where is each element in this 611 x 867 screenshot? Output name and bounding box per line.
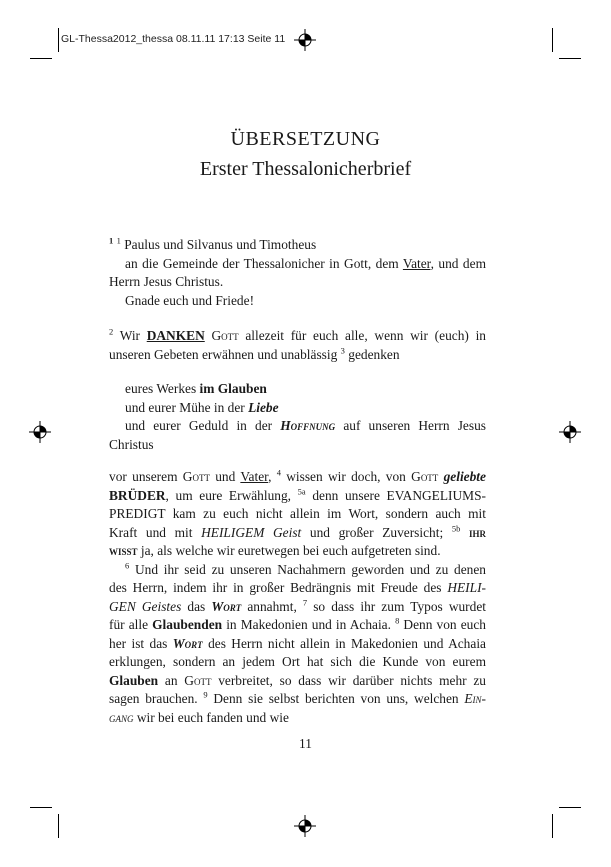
text-span: ott	[192, 469, 210, 484]
text-span: her ist das	[109, 635, 173, 651]
text-span: unseren Gebeten erwähnen und unablässig	[109, 346, 341, 362]
text-span: PREDIGT kam zu euch nicht allein im Wort, sondern auch mit	[109, 506, 486, 521]
verse-number: 4	[276, 467, 281, 478]
text-span: Vater	[240, 469, 269, 484]
text-line	[109, 380, 486, 399]
book-title: Erster Thessalonicherbrief	[199, 158, 412, 180]
text-span: des Herrn nicht allein in Makedonien und Achaia	[202, 635, 486, 651]
chapter-number: 1	[109, 235, 114, 246]
text-span: Denn von euch	[399, 617, 486, 632]
verse-2-block	[109, 327, 486, 364]
text-line	[109, 709, 486, 728]
text-line	[109, 561, 486, 580]
text-span: BRÜDER	[109, 487, 166, 503]
text-span: des Herrn, indem ihr in großer Bedrängnis mit Freude des	[109, 580, 448, 595]
registration-mark-left-icon	[29, 421, 51, 443]
text-span: DANKEN	[146, 328, 205, 343]
text-line	[109, 399, 486, 418]
text-line	[109, 436, 486, 455]
text-span: an G	[158, 672, 194, 688]
verse-number: 2	[109, 326, 114, 337]
text-span: wisst	[109, 543, 138, 558]
text-span: ott	[193, 672, 212, 688]
text-span: Hoffnung	[280, 418, 336, 433]
text-span: gang	[109, 709, 134, 725]
text-line	[109, 417, 486, 436]
text-span: G	[204, 328, 222, 343]
verse-number: 5a	[297, 486, 306, 497]
text-span: für alle	[109, 617, 153, 632]
page-number: 11	[299, 736, 312, 751]
text-span: und eurer Geduld in der	[125, 418, 281, 433]
text-line	[109, 273, 486, 292]
text-span: Wort	[211, 598, 242, 614]
text-span: wissen wir doch, von G	[280, 469, 421, 484]
text-line	[109, 672, 486, 691]
text-span: annahmt,	[241, 598, 303, 614]
text-span: ott	[221, 328, 239, 343]
text-line	[109, 255, 486, 274]
verse-number: 9	[203, 689, 208, 700]
crop-mark-top-left-v	[58, 28, 59, 52]
text-span: vor unserem G	[109, 469, 193, 484]
section-heading: ÜBERSETZUNG	[230, 128, 381, 150]
verse-1-block	[109, 236, 486, 310]
text-span: Kraft und mit	[109, 524, 202, 540]
text-line	[109, 346, 486, 365]
crop-mark-bottom-left-h	[30, 807, 52, 808]
registration-mark-bottom-icon	[294, 815, 316, 837]
text-line	[109, 505, 486, 524]
text-line	[109, 524, 486, 543]
printer-slug: GL-Thessa2012_thessa 08.11.11 17:13 Seite 11	[61, 33, 286, 45]
crop-mark-bottom-right-h	[559, 807, 581, 808]
verse-number: 6	[125, 560, 130, 571]
text-span: Ein-	[464, 691, 487, 706]
text-span: und eurer Mühe in der	[125, 399, 249, 415]
text-span: und	[209, 469, 241, 484]
text-span: Christus	[109, 436, 154, 452]
text-line	[109, 635, 486, 654]
text-line	[109, 616, 486, 635]
text-span: verbreitet, so dass wir darüber nichts mehr zu	[211, 672, 486, 688]
text-span: Glaubenden	[152, 617, 223, 632]
verse-number: 7	[302, 597, 308, 608]
text-line	[109, 236, 486, 255]
text-span: im Glauben	[199, 381, 267, 396]
crop-mark-top-right-h	[559, 58, 581, 59]
text-span: denn unsere EVANGELIUMS-	[305, 487, 486, 503]
text-line	[109, 579, 486, 598]
verse-number: 8	[395, 615, 400, 626]
text-span: geliebte	[438, 469, 486, 484]
text-line	[109, 690, 486, 709]
text-line	[109, 487, 486, 506]
crop-mark-bottom-left-v	[58, 814, 59, 838]
text-span: Wort	[172, 635, 203, 651]
registration-mark-top-icon	[294, 29, 316, 51]
text-line	[109, 327, 486, 346]
text-span: Vater,	[402, 255, 434, 271]
verse-number: 5b	[451, 523, 461, 534]
text-span: an die Gemeinde der Thessalonicher in Gott, dem	[125, 255, 403, 271]
text-span: Wir	[113, 328, 147, 343]
text-span: und großer Zuversicht;	[301, 524, 452, 540]
text-span: Liebe	[248, 399, 279, 415]
text-line	[109, 468, 486, 487]
text-span: allezeit für euch alle, wenn wir (euch) in	[238, 328, 486, 343]
verse-4-5-block	[109, 468, 486, 727]
verse-number: 3	[340, 345, 345, 356]
indented-block	[109, 380, 486, 454]
text-span: Glauben	[109, 672, 159, 688]
text-span: Paulus und Silvanus und Timotheus	[124, 237, 317, 252]
verse-number: 1	[116, 235, 121, 246]
crop-mark-top-left-h	[30, 58, 52, 59]
text-span: so dass ihr zum Typos wurdet	[307, 598, 487, 614]
text-span: ja, als welche wir euretwegen bei euch aufgetreten sind.	[137, 543, 441, 558]
text-span: wir bei euch fanden und wie	[133, 709, 289, 725]
registration-mark-right-icon	[559, 421, 581, 443]
text-span: ,	[268, 469, 277, 484]
text-span: auf unseren Herrn Jesus	[335, 418, 486, 433]
text-span: GEN Geistes	[109, 598, 182, 614]
text-span: sagen brauchen.	[109, 691, 204, 706]
text-line	[109, 653, 486, 672]
text-span: eures Werkes	[125, 381, 200, 396]
text-span: Und ihr seid zu unseren Nachahmern geworden und zu denen	[129, 561, 486, 577]
text-line	[109, 292, 486, 311]
text-span: HEILIGEM Geist	[201, 524, 302, 540]
text-span: gedenken	[344, 346, 400, 362]
text-span: , um eure Erwählung,	[165, 487, 298, 503]
text-span: und dem	[433, 255, 486, 271]
text-span: das	[181, 598, 212, 614]
text-line	[109, 542, 486, 561]
text-span: erklungen, sondern an jedem Ort hat sich die Kunde von eurem	[109, 654, 486, 669]
text-span: HEILI-	[447, 580, 486, 595]
text-span: Denn sie selbst berichten von uns, welchen	[207, 691, 465, 706]
text-span: Herrn Jesus Christus.	[109, 274, 224, 289]
crop-mark-top-right-v	[552, 28, 553, 52]
text-span: in Makedonien und in Achaia.	[222, 617, 396, 632]
text-span: ihr	[460, 524, 486, 540]
crop-mark-bottom-right-v	[552, 814, 553, 838]
text-span: Gnade euch und Friede!	[125, 292, 255, 308]
text-span: ott	[420, 469, 439, 484]
text-line	[109, 598, 486, 617]
